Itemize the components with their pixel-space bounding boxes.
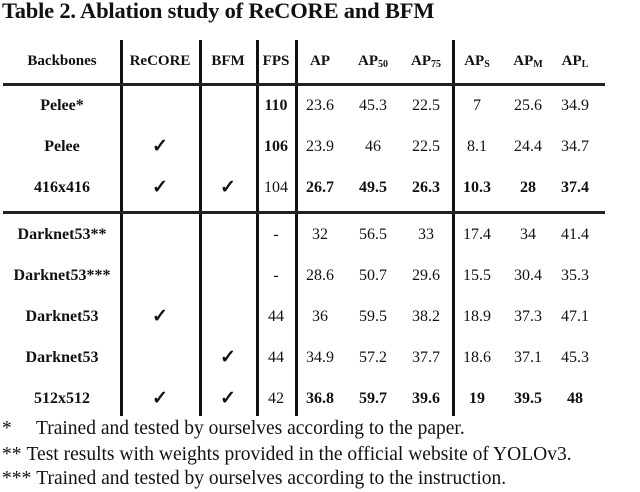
cell-aps: 18.6 bbox=[463, 349, 491, 366]
cell-backbone: 416x416 bbox=[34, 179, 90, 196]
footnote bbox=[2, 418, 465, 440]
group-divider-rule bbox=[3, 211, 605, 214]
cell-ap: 26.7 bbox=[306, 179, 334, 196]
check-icon: ✓ bbox=[152, 136, 168, 157]
column-header-subscript: 75 bbox=[431, 59, 441, 70]
column-header-subscript: L bbox=[581, 59, 589, 70]
cell-apm: 34 bbox=[520, 226, 536, 243]
cell-ap75: 33 bbox=[418, 226, 434, 243]
footnote-text: Trained and tested by ourselves according to the paper. bbox=[36, 418, 465, 439]
cell-fps: 44 bbox=[268, 308, 284, 325]
cell-apm: 24.4 bbox=[514, 138, 542, 155]
column-header-ap bbox=[310, 51, 330, 71]
cell-fps: - bbox=[273, 226, 279, 243]
cell-ap50: 59.5 bbox=[359, 308, 387, 325]
cell-apl: 41.4 bbox=[561, 226, 589, 243]
column-header-aps bbox=[464, 51, 490, 71]
column-header-label: Backbones bbox=[27, 53, 97, 69]
footnote-marker: *** bbox=[2, 468, 32, 489]
cell-ap75: 22.5 bbox=[412, 138, 440, 155]
cell-ap50: 46 bbox=[365, 138, 381, 155]
cell-fps: - bbox=[273, 267, 279, 284]
footnote bbox=[2, 444, 572, 466]
cell-apm: 37.3 bbox=[514, 308, 542, 325]
cell-aps: 10.3 bbox=[463, 179, 491, 196]
cell-ap50: 57.2 bbox=[359, 349, 387, 366]
cell-ap75: 22.5 bbox=[412, 97, 440, 114]
column-divider bbox=[452, 40, 455, 416]
cell-ap50: 50.7 bbox=[359, 267, 387, 284]
column-header-apm bbox=[513, 51, 542, 71]
cell-aps: 15.5 bbox=[463, 267, 491, 284]
cell-fps: 104 bbox=[264, 179, 288, 196]
column-divider bbox=[295, 40, 298, 416]
cell-ap50: 49.5 bbox=[359, 179, 387, 196]
cell-backbone: Darknet53 bbox=[25, 349, 99, 366]
footnote-text: Trained and tested by ourselves according to the instruction. bbox=[36, 468, 507, 489]
cell-backbone: Darknet53 bbox=[25, 308, 99, 325]
cell-ap50: 59.7 bbox=[359, 390, 387, 407]
cell-backbone: Pelee* bbox=[40, 97, 84, 114]
cell-apl: 34.7 bbox=[561, 138, 589, 155]
column-header-label: AP bbox=[561, 53, 582, 69]
cell-ap: 23.9 bbox=[306, 138, 334, 155]
cell-apm: 37.1 bbox=[514, 349, 542, 366]
cell-ap75: 26.3 bbox=[412, 179, 440, 196]
cell-apl: 34.9 bbox=[561, 97, 589, 114]
cell-aps: 18.9 bbox=[463, 308, 491, 325]
cell-aps: 17.4 bbox=[463, 226, 491, 243]
cell-ap: 23.6 bbox=[306, 97, 334, 114]
cell-backbone: Darknet53*** bbox=[13, 267, 111, 284]
column-header-subscript: 50 bbox=[378, 59, 388, 70]
column-header-fps bbox=[263, 51, 290, 71]
cell-ap: 36 bbox=[312, 308, 328, 325]
column-header-label: BFM bbox=[211, 53, 245, 69]
column-header-label: FPS bbox=[262, 53, 290, 69]
check-icon: ✓ bbox=[152, 177, 168, 198]
check-icon: ✓ bbox=[220, 347, 236, 368]
cell-ap75: 39.6 bbox=[412, 390, 440, 407]
column-divider bbox=[256, 40, 259, 416]
check-icon: ✓ bbox=[152, 306, 168, 327]
cell-aps: 8.1 bbox=[467, 138, 487, 155]
column-header-bfm bbox=[211, 51, 244, 71]
table-title: Table 2. Ablation study of ReCORE and BFM bbox=[2, 0, 435, 23]
column-header-ap75 bbox=[411, 51, 441, 71]
check-icon: ✓ bbox=[220, 388, 236, 409]
check-icon: ✓ bbox=[220, 177, 236, 198]
column-header-label: AP bbox=[464, 53, 485, 69]
column-header-label: AP bbox=[513, 53, 534, 69]
cell-apm: 30.4 bbox=[514, 267, 542, 284]
column-header-recore bbox=[130, 51, 191, 71]
column-header-backbones bbox=[27, 51, 96, 71]
cell-ap75: 29.6 bbox=[412, 267, 440, 284]
cell-apl: 45.3 bbox=[561, 349, 589, 366]
cell-aps: 19 bbox=[469, 390, 485, 407]
cell-fps: 110 bbox=[264, 97, 288, 114]
cell-backbone: Darknet53** bbox=[17, 226, 107, 243]
column-header-subscript: M bbox=[533, 59, 543, 70]
column-header-ap50 bbox=[358, 51, 388, 71]
header-rule bbox=[3, 83, 605, 86]
cell-apm: 25.6 bbox=[514, 97, 542, 114]
cell-apm: 28 bbox=[520, 179, 536, 196]
column-header-subscript: S bbox=[484, 59, 490, 70]
cell-ap75: 38.2 bbox=[412, 308, 440, 325]
cell-apl: 47.1 bbox=[561, 308, 589, 325]
check-icon: ✓ bbox=[152, 388, 168, 409]
cell-fps: 106 bbox=[264, 138, 288, 155]
column-divider bbox=[199, 40, 202, 416]
column-header-label: AP bbox=[411, 53, 431, 69]
cell-ap: 36.8 bbox=[306, 390, 334, 407]
cell-apl: 35.3 bbox=[561, 267, 589, 284]
column-header-label: AP bbox=[358, 53, 378, 69]
cell-ap50: 45.3 bbox=[359, 97, 387, 114]
column-divider bbox=[120, 40, 123, 416]
column-header-apl bbox=[562, 51, 589, 71]
cell-fps: 44 bbox=[268, 349, 284, 366]
cell-aps: 7 bbox=[473, 97, 481, 114]
cell-apl: 48 bbox=[567, 390, 583, 407]
footnote-marker: * bbox=[2, 418, 12, 439]
cell-apl: 37.4 bbox=[561, 179, 589, 196]
footnote bbox=[2, 468, 506, 490]
cell-ap: 32 bbox=[312, 226, 328, 243]
cell-ap50: 56.5 bbox=[359, 226, 387, 243]
cell-ap: 34.9 bbox=[306, 349, 334, 366]
column-header-label: ReCORE bbox=[129, 53, 191, 69]
cell-fps: 42 bbox=[268, 390, 284, 407]
cell-apm: 39.5 bbox=[514, 390, 542, 407]
cell-ap: 28.6 bbox=[306, 267, 334, 284]
cell-backbone: 512x512 bbox=[34, 390, 90, 407]
column-header-label: AP bbox=[310, 53, 330, 69]
footnote-marker: ** bbox=[2, 444, 22, 465]
cell-backbone: Pelee bbox=[44, 138, 80, 155]
cell-ap75: 37.7 bbox=[412, 349, 440, 366]
footnote-text: Test results with weights provided in the official website of YOLOv3. bbox=[26, 444, 572, 465]
